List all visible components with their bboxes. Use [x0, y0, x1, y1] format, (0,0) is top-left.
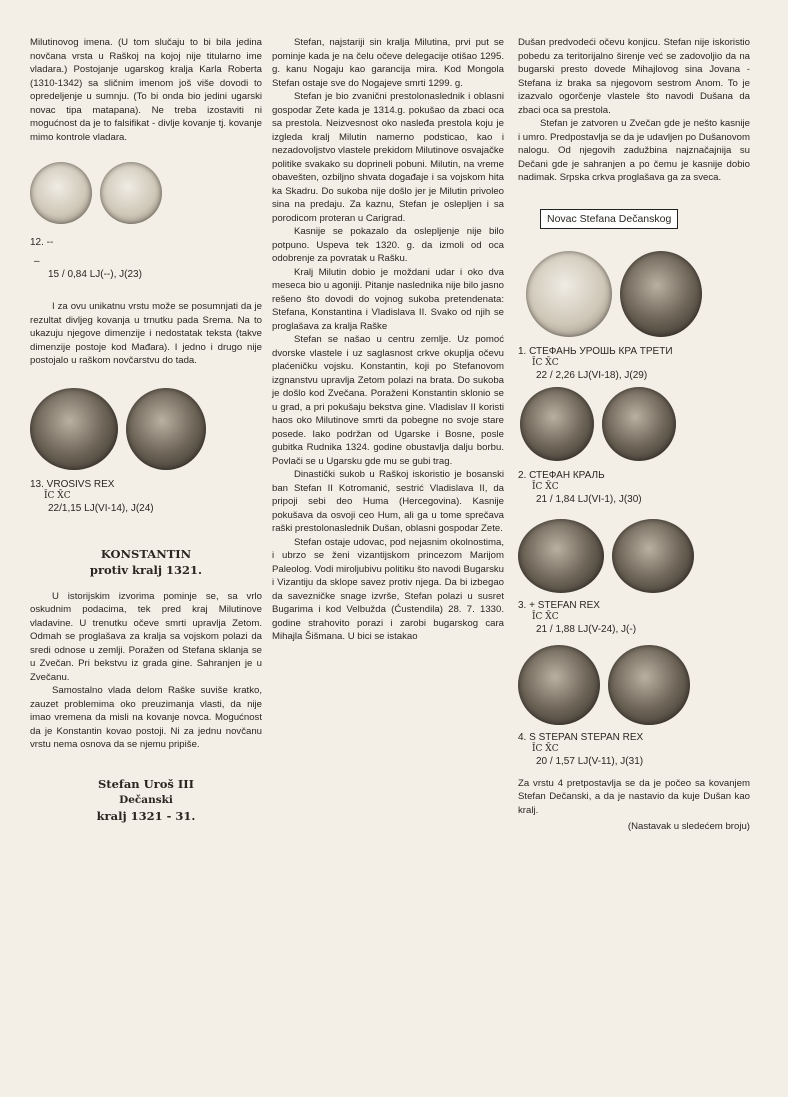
coin-13-meta: 22/1,15 LJ(VI-14), J(24) [48, 502, 154, 514]
coin-obverse-image [518, 519, 604, 593]
paragraph-3: Kasnije se pokazalo da oslepljenje nije bilo potpuno. Uspeva tek 1320. g. da izmoli od oca odobrenje za povratak u Rašku. [272, 226, 504, 264]
coins-box [518, 209, 750, 229]
column-right [518, 36, 750, 832]
paragraph-2: Stefan je bio zvanični prestolonaslednik i oblasni gospodar Zete kada je 1314.g. pokušao da zbaci oca sa prestola. Neizvesnost oko nasleđa prestola koju je izgleda kralj Milutin namerno podsticao, kao i nezadovoljstvo vlastele prekidom Milutinove osvajačke politike svakako su doprineli pobuni. Milutin, na vreme obavešten, ozbiljno shvata događaje i sa vojskom hita ka Skadru. Do sukoba nije došlo jer je Milutin privoleo sina na predaju. Za kaznu, Stefan je oslepljen i sa porodicom proteran u Carigrad. [272, 91, 504, 224]
paragraph-samostalno: Samostalno vlada delom Raške suviše kratko, zauzet problemima oko preuzimanja vlasti, da nije imao vremena da misli na kovanje novca. Mogućnost da je Konstantin kovao postoji. Ni za jednu novčanu vrstu nema osnova da se njemu pripiše. [30, 685, 262, 750]
coin-obverse-image [520, 387, 594, 461]
paragraph-5: Stefan se našao u centru zemlje. Uz pomoć dvorske vlastele i uz saglasnost crkve okuplja očevu plaćeničku vojsku. Konstantin, koji po Stefanovom izgnanstvu upravlja Zetom polazi na brata. Do sukoba je došlo kod Zvečana. Poraženi Konstantin sklonio se u grad, a pri pokušaju bekstva gine. Vladislav II koristi haos oko Milutinove smrti da pobegne no svoje stare posede. Iako podržan od Ugarske i Bosne, posle gubitka Rudnika 1324. godine obustavlja dalju borbu. Povlači se u Ugarsku gde mu se gubi trag. [272, 334, 504, 467]
coin-reverse-image [100, 162, 162, 224]
coin-obverse-image [526, 251, 612, 337]
coin-reverse-image [620, 251, 702, 337]
coin-3-marks: ĪC X̄C [532, 611, 559, 622]
coin-1-meta: 22 / 2,26 LJ(VI-18), J(29) [536, 369, 648, 381]
coin-1-title: 1. СТЕФАНЬ УРОШЬ КРА ТРЕТИ [518, 345, 673, 357]
heading-stefan-epithet: Dečanski [119, 793, 173, 806]
coin-pair-2 [520, 387, 750, 461]
coin-pair-4 [518, 645, 750, 725]
coin-4-title: 4. S STEPAN STEPAN REX [518, 731, 644, 743]
coin-1-marks: ĪC X̄C [532, 357, 559, 368]
coin-reverse-image [126, 388, 206, 470]
coin-reverse-image [608, 645, 690, 725]
coin-reverse-image [612, 519, 694, 593]
coin-pair-3 [518, 519, 750, 593]
heading-stefan-name: Stefan Uroš III [97, 776, 195, 791]
coin-3-title: 3. + STEFAN REX [518, 599, 600, 611]
paragraph-1: Stefan, najstariji sin kralja Milutina, prvi put se pominje kada je na čelu očeve delegacije otišao 1295. g. kanu Nogaju kao garancija mira. Kod Mongola Stefan ostaje sve do Nogajeve smrti 1299. g. [272, 37, 504, 89]
coin-obverse-image [30, 162, 92, 224]
coin-12-meta: 15 / 0,84 LJ(--), J(23) [48, 269, 142, 280]
paragraph-2: Stefan je zatvoren u Zvečan gde je nešto kasnije i umro. Predpostavlja se da je udavljen po Dušanovom nalogu. Od njegovih zadužbina najznačajnija su Dečani gde je sahranjen a po čemu je kasnije dobio nadimak. Srpska crkva proglašava ga za sveca. [518, 118, 750, 183]
coins-box-title: Novac Stefana Dečanskog [540, 209, 678, 229]
coin-3-meta: 21 / 1,88 LJ(V-24), J(-) [536, 623, 637, 635]
coin-pair-1 [526, 251, 750, 337]
coin-12-legend: – [34, 256, 40, 267]
heading-konstantin [30, 546, 262, 578]
column-left [30, 36, 262, 824]
coin-12-number: 12. -- [30, 237, 54, 248]
heading-stefan-uros [30, 776, 262, 824]
coin-obverse-image [518, 645, 600, 725]
paragraph-7: Stefan ostaje udovac, pod nejasnim okolnostima, i ubrzo se ženi vizantijskom princezom Marijom Paleolog. Vodi miroljubivu politiku što navodi Bugarsku i Vizantiju da sklope savez protiv njega. Da bi izbegao da savezničke snage izvrše, Stefan polazi u susret Bugarima i kod Velbužda (Ćustendila) 28. 7. 1330. godine strahovito porazi i zarobi bugarskog cara Mihajla Šišmana. U bici se istakao [272, 536, 504, 642]
coin-4-marks: ĪC X̄C [532, 743, 559, 754]
paragraph-konstantin: U istorijskim izvorima pominje se, sa vrlo oskudnim podacima, tek pred kraj Milutinove vladavine. U trenutku očeve smrti upravlja Zetom. Odmah se proglašava za kralja sa vojskom polazi da sredi odnose u zemlji. Poražen od Stefana sklanja se u Zvečan. Pri bekstvu iz grada gine. Sahranjen je u Zvečanu. [30, 590, 262, 683]
coin-2-title: 2. СТЕФАН КРАЛЬ [518, 469, 605, 481]
coin-pair-13 [30, 388, 262, 470]
paragraph-closing: Za vrstu 4 pretpostavlja se da je počeo sa kovanjem Stefan Dečanski, a da je nastavio da kuje Dušan kao kralj. [518, 777, 750, 816]
coin-pair-12 [30, 162, 262, 224]
paragraph-1: Dušan predvodeći očevu konjicu. Stefan nije iskoristio pobedu za teritorijalno širenje već se zadovoljio da na bugarski presto dovede Mihajlovog sina Jovana - Stefana iz braka sa njegovom sestrom Anom. To je izazvalo ogorčenje vlastele što navodi Dušana da zbaci oca sa prestola. [518, 37, 750, 116]
coin-13-marks: ĪC X̄C [44, 490, 71, 501]
paragraph-4: Kralj Milutin dobio je moždani udar i oko dva meseca bio u agoniji. Pitanje naslednika nije bilo jasno rešeno što dovodi do vojnog sukoba pretendenata: Stefana, Konstantina i Vladislava II. Svako od njih se proglašava za kralja Raške [272, 266, 504, 332]
coin-2-meta: 21 / 1,84 LJ(VI-1), J(30) [536, 493, 642, 505]
paragraph-unikat: I za ovu unikatnu vrstu može se posumnjati da je rezultat divljeg kovanja u trnutku pada Srema. Na to ukazuju njegove dimenzije i nedostatak teksta (takve dimenzije postoje kod Mađara). I jedno i drugo nije postojalo u raškom novčarstvu do tada. [30, 301, 262, 366]
coin-2-marks: ĪC X̄C [532, 481, 559, 492]
coin-13-title: 13. VROSIVS REX [30, 478, 115, 490]
paragraph-6: Dinastički sukob u Raškoj iskoristio je bosanski ban Stefan II Kotromanić, sestrić Vladislava II, da pripoji sebi deo Huma (Hercegovina). Kasnije pokušava da osvoji ceo Hum, ali ga u tome sprečava raški prestolonaslednik Dušan, oblasni gospodar Zete. [272, 469, 504, 534]
coin-4-meta: 20 / 1,57 LJ(V-11), J(31) [536, 755, 644, 767]
coin-reverse-image [602, 387, 676, 461]
continuation-note: (Nastavak u sledećem broju) [627, 821, 750, 832]
heading-konstantin-sub: protiv kralj 1321. [89, 562, 203, 577]
heading-stefan-reign: kralj 1321 - 31. [96, 808, 196, 823]
column-middle [272, 36, 504, 644]
paragraph-intro: Milutinovog imena. (U tom slučaju to bi bila jedina novčana vrsta u Raškoj na kojoj nije titularno ime vladara.) Postojanje ugarskog kralja Karla Roberta (1310-1342) sa sličnim imenom još više dovodi to opredeljenje u sumnju. (To bi onda bio jedini ugarski novac tipa matapana). Ne treba izostaviti ni mogućnost da je to falsifikat - divlje kovanje tj. kovanje mimo kontrole vladara. [30, 37, 262, 143]
coin-obverse-image [30, 388, 118, 470]
heading-konstantin-name: KONSTANTIN [100, 546, 192, 561]
